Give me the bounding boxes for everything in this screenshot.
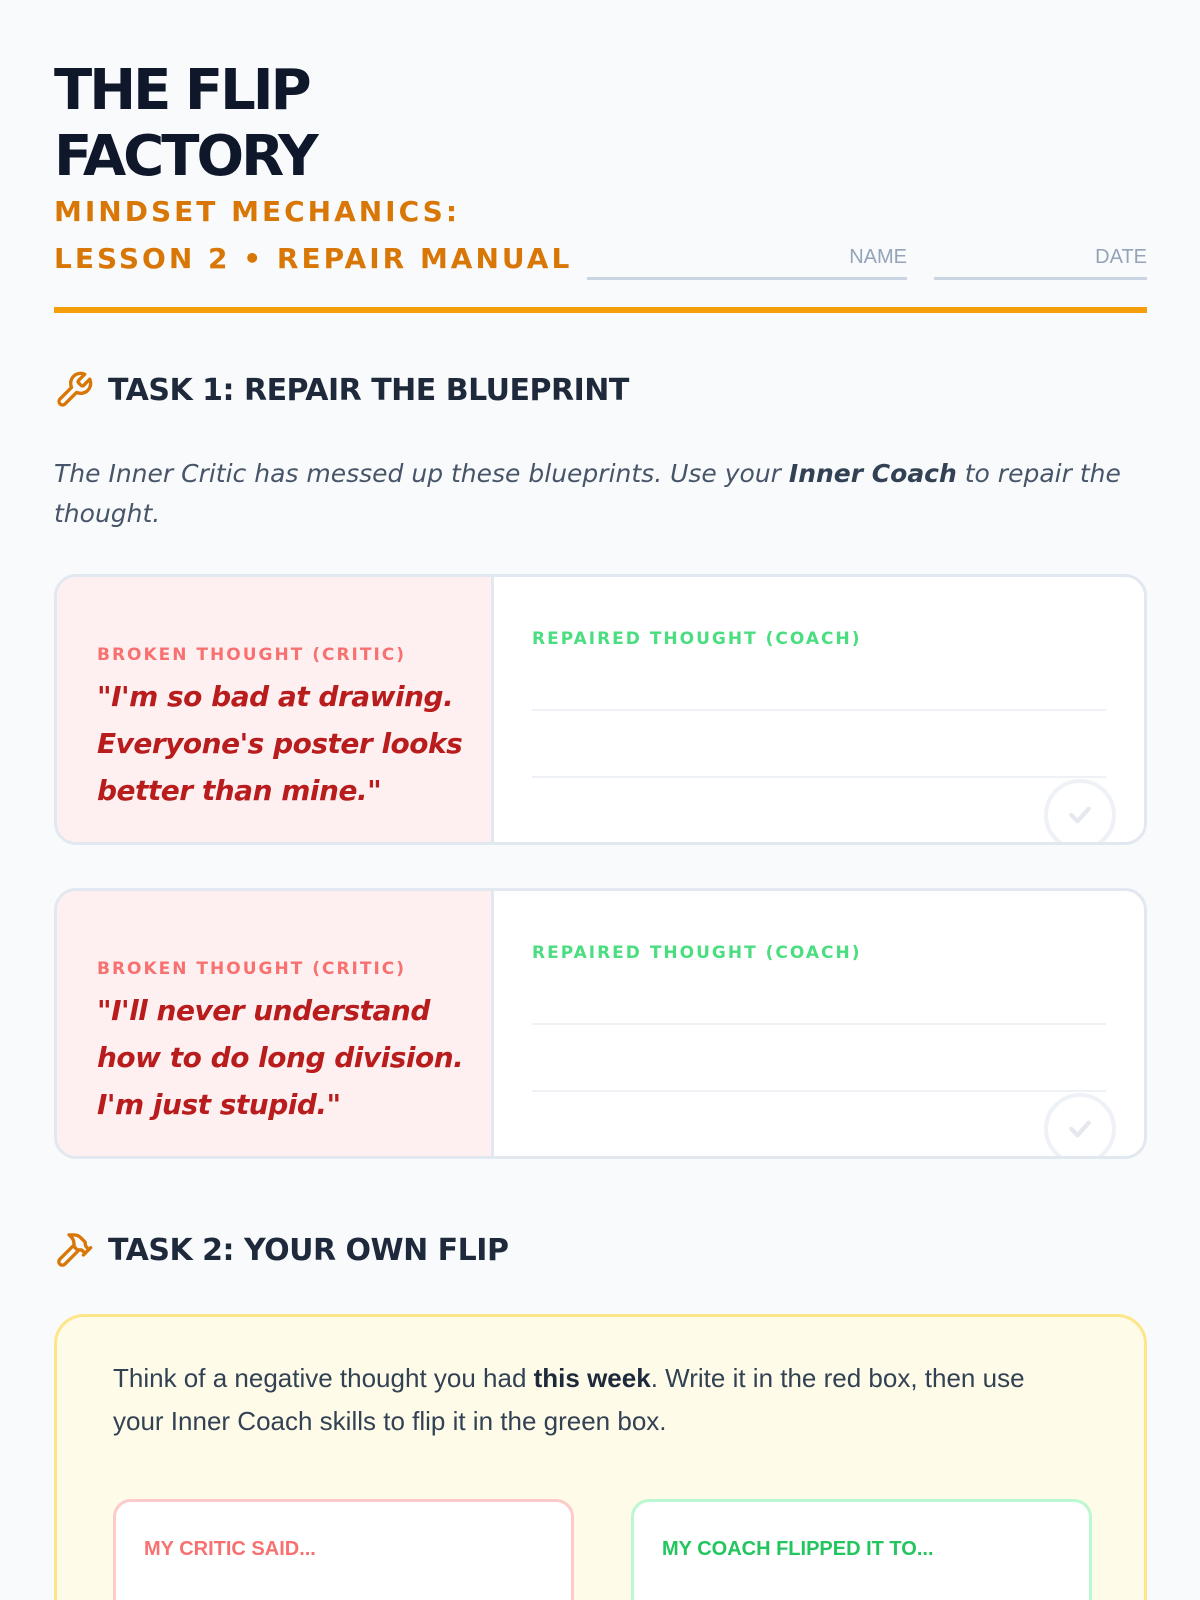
coach-flipped-box[interactable] [631, 1499, 1092, 1600]
broken-thought-quote: "I'm so bad at drawing. Everyone's poster looks better than mine." [97, 680, 463, 807]
instructions-emphasis: Inner Coach [788, 459, 957, 488]
repaired-thought-panel[interactable] [494, 577, 1144, 842]
date-field[interactable] [934, 242, 1147, 280]
task2-emphasis: this week [533, 1363, 651, 1393]
writing-line [532, 776, 1106, 778]
task1-instructions [54, 454, 1147, 534]
repaired-thought-panel[interactable] [494, 891, 1144, 1156]
broken-thought-quote: "I'll never understand how to do long division. I'm just stupid." [97, 994, 464, 1121]
task2-heading [54, 1230, 508, 1270]
own-flip-box [54, 1314, 1147, 1600]
header-divider [54, 307, 1147, 313]
title-line-2: FACTORY [54, 124, 316, 189]
coach-flipped-label: MY COACH FLIPPED IT TO... [662, 1538, 934, 1560]
hammer-icon [54, 1230, 94, 1270]
task2-title: TASK 2: YOUR OWN FLIP [108, 1232, 509, 1268]
date-label: DATE [1095, 246, 1147, 268]
name-label: NAME [849, 246, 907, 268]
task1-title: TASK 1: REPAIR THE BLUEPRINT [108, 372, 629, 408]
repair-card-1 [54, 574, 1147, 845]
broken-thought-panel [57, 577, 494, 842]
subtitle-line-1: MINDSET MECHANICS: [54, 195, 461, 228]
critic-said-label: MY CRITIC SAID... [144, 1538, 316, 1560]
instructions-text-2: to repair the thought. [54, 459, 1121, 528]
subtitle-line-2: LESSON 2 • REPAIR MANUAL [54, 242, 573, 275]
writing-line [532, 842, 1106, 844]
page-title [54, 58, 454, 190]
task2-instructions [113, 1357, 1073, 1443]
broken-thought-label: BROKEN THOUGHT (CRITIC) [97, 959, 407, 979]
name-field[interactable] [587, 242, 907, 280]
page-subtitle [54, 188, 572, 282]
checkmark-icon [1044, 779, 1116, 845]
broken-thought-panel [57, 891, 494, 1156]
writing-line [532, 1090, 1106, 1092]
broken-thought-label: BROKEN THOUGHT (CRITIC) [97, 645, 407, 665]
critic-said-box[interactable] [113, 1499, 574, 1600]
title-line-1: THE FLIP [54, 58, 309, 123]
task1-heading [54, 370, 629, 410]
writing-line [532, 1156, 1106, 1158]
wrench-icon [54, 370, 94, 410]
task2-text-2: . Write it in the red box, then use your Inner Coach skills to flip it in the green box. [113, 1363, 1025, 1436]
instructions-text-1: The Inner Critic has messed up these blueprints. Use your [54, 459, 789, 488]
repair-card-2 [54, 888, 1147, 1159]
worksheet-page [54, 0, 1147, 1600]
writing-line [532, 1023, 1106, 1025]
writing-line [532, 709, 1106, 711]
repaired-thought-label: REPAIRED THOUGHT (COACH) [532, 629, 862, 649]
checkmark-icon [1044, 1093, 1116, 1159]
repaired-thought-label: REPAIRED THOUGHT (COACH) [532, 943, 862, 963]
task2-text-1: Think of a negative thought you had [113, 1363, 534, 1393]
